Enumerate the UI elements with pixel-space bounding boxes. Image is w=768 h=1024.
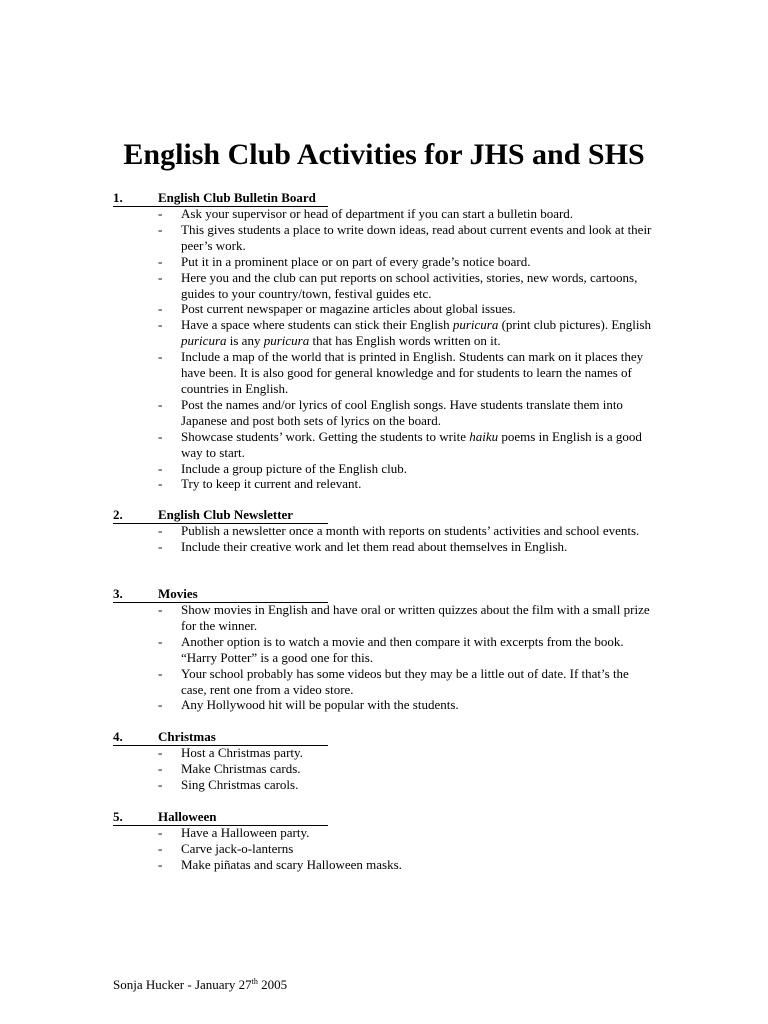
item-text: Include their creative work and let them read about themselves in English. — [181, 538, 568, 554]
item-text: Post current newspaper or magazine articles about global issues. — [181, 301, 516, 317]
item-text: Include a map of the world that is printed in English. Students can mark on it places they have been. It is also good for general knowledge and for students to learn the names of countries in English. — [181, 349, 644, 396]
section-number: 3. — [113, 586, 123, 601]
bullet-dash: - — [158, 396, 163, 412]
list-item — [0, 349, 653, 397]
bullet-dash: - — [158, 206, 163, 221]
bullet-dash: - — [158, 840, 163, 856]
item-text: Carve jack-o-lanterns — [181, 840, 294, 856]
item-text: Make Christmas cards. — [181, 760, 301, 776]
bullet-dash: - — [158, 317, 163, 333]
list-item — [0, 634, 653, 666]
bullet-dash: - — [158, 523, 163, 538]
list-item — [0, 666, 653, 698]
footer-year: 2005 — [257, 977, 288, 992]
list-item — [0, 857, 653, 873]
list-item — [0, 254, 653, 270]
item-text: Sing Christmas carols. — [181, 776, 299, 792]
item-text: poems in English is a good way to start. — [181, 428, 642, 460]
list-item — [0, 206, 653, 222]
bullet-dash: - — [158, 269, 163, 285]
list-item — [0, 777, 653, 793]
item-text: that has English words written on it. — [309, 333, 501, 349]
item-text: Show movies in English and have oral or written quizzes about the film with a small prize for the winner. — [181, 602, 650, 633]
list-item — [0, 602, 653, 634]
item-text: (print club pictures). English — [498, 317, 652, 333]
section-heading — [113, 586, 328, 603]
item-text: Ask your supervisor or head of department if you can start a bulletin board. — [181, 206, 574, 221]
list-item — [0, 697, 653, 713]
item-text: This gives students a place to write down ideas, read about current events and look at their peer’s work. — [181, 221, 652, 253]
section-title: Movies — [158, 586, 198, 601]
section-heading — [113, 729, 328, 746]
list-item — [0, 841, 653, 857]
list-item — [0, 461, 653, 477]
bullet-dash: - — [158, 301, 163, 317]
bullet-dash: - — [158, 602, 163, 617]
list-item — [0, 761, 653, 777]
list-item — [0, 825, 653, 841]
section-number: 4. — [113, 729, 123, 744]
bullet-list — [0, 206, 768, 492]
item-text: Host a Christmas party. — [181, 745, 303, 760]
bullet-list — [0, 602, 768, 713]
item-text: Showcase students’ work. Getting the students to write — [181, 428, 470, 444]
section-number: 1. — [113, 190, 123, 205]
item-text: Another option is to watch a movie and then compare it with excerpts from the book. “Harry Potter” is a good one for this. — [181, 633, 624, 665]
section-heading — [113, 190, 328, 207]
italic-term: haiku — [469, 428, 499, 444]
footer-date-suffix: th — [251, 977, 258, 986]
bullet-dash: - — [158, 760, 163, 776]
section-number: 2. — [113, 507, 123, 522]
item-text: Publish a newsletter once a month with reports on students’ activities and school events. — [181, 523, 640, 538]
section-title: English Club Newsletter — [158, 507, 294, 522]
bullet-dash: - — [158, 428, 163, 444]
list-item — [0, 301, 653, 317]
bullet-dash: - — [158, 253, 163, 269]
list-item — [0, 476, 653, 492]
item-text: Your school probably has some videos but they may be a little out of date. If that’s the case, rent one from a video store. — [181, 665, 629, 697]
item-text: Try to keep it current and relevant. — [181, 476, 362, 492]
bullet-dash: - — [158, 476, 163, 492]
list-item — [0, 429, 653, 461]
item-text: Have a Halloween party. — [181, 825, 310, 840]
bullet-dash: - — [158, 697, 163, 713]
bullet-list — [0, 825, 768, 873]
section-title: English Club Bulletin Board — [158, 190, 316, 205]
item-text: Post the names and/or lyrics of cool English songs. Have students translate them into Japanese and post both sets of lyrics on the board. — [181, 396, 623, 428]
item-text: Put it in a prominent place or on part of every grade’s notice board. — [181, 253, 531, 269]
item-text: is any — [226, 333, 264, 349]
bullet-dash: - — [158, 221, 163, 237]
bullet-dash: - — [158, 460, 163, 476]
list-item — [0, 222, 653, 254]
list-item — [0, 745, 653, 761]
section-title: Halloween — [158, 809, 217, 824]
list-item — [0, 270, 653, 302]
section-title: Christmas — [158, 729, 216, 744]
item-text: Here you and the club can put reports on school activities, stories, new words, cartoons, guides to your country/town, festival guides etc. — [181, 269, 638, 301]
footer-author-date: Sonja Hucker - January 27 — [113, 977, 252, 992]
list-item — [0, 317, 653, 349]
bullet-dash: - — [158, 538, 163, 554]
section-heading — [113, 809, 328, 826]
italic-term: puricura — [263, 333, 310, 349]
document-title: English Club Activities for JHS and SHS — [123, 138, 645, 171]
list-item — [0, 397, 653, 429]
bullet-dash: - — [158, 745, 163, 760]
item-text: Include a group picture of the English club. — [181, 460, 407, 476]
section-heading — [113, 507, 328, 524]
bullet-dash: - — [158, 856, 163, 872]
italic-term: puricura — [181, 333, 227, 349]
item-text: Any Hollywood hit will be popular with the students. — [181, 697, 459, 713]
list-item — [0, 523, 653, 539]
bullet-dash: - — [158, 633, 163, 649]
item-text: Have a space where students can stick their English — [181, 317, 453, 333]
section-number: 5. — [113, 809, 123, 824]
bullet-dash: - — [158, 825, 163, 840]
bullet-list — [0, 745, 768, 793]
document-footer — [113, 977, 287, 993]
italic-term: puricura — [452, 317, 499, 333]
item-text: Make piñatas and scary Halloween masks. — [181, 856, 402, 872]
bullet-dash: - — [158, 349, 163, 365]
bullet-list — [0, 523, 768, 555]
list-item — [0, 539, 653, 555]
bullet-dash: - — [158, 665, 163, 681]
bullet-dash: - — [158, 776, 163, 792]
